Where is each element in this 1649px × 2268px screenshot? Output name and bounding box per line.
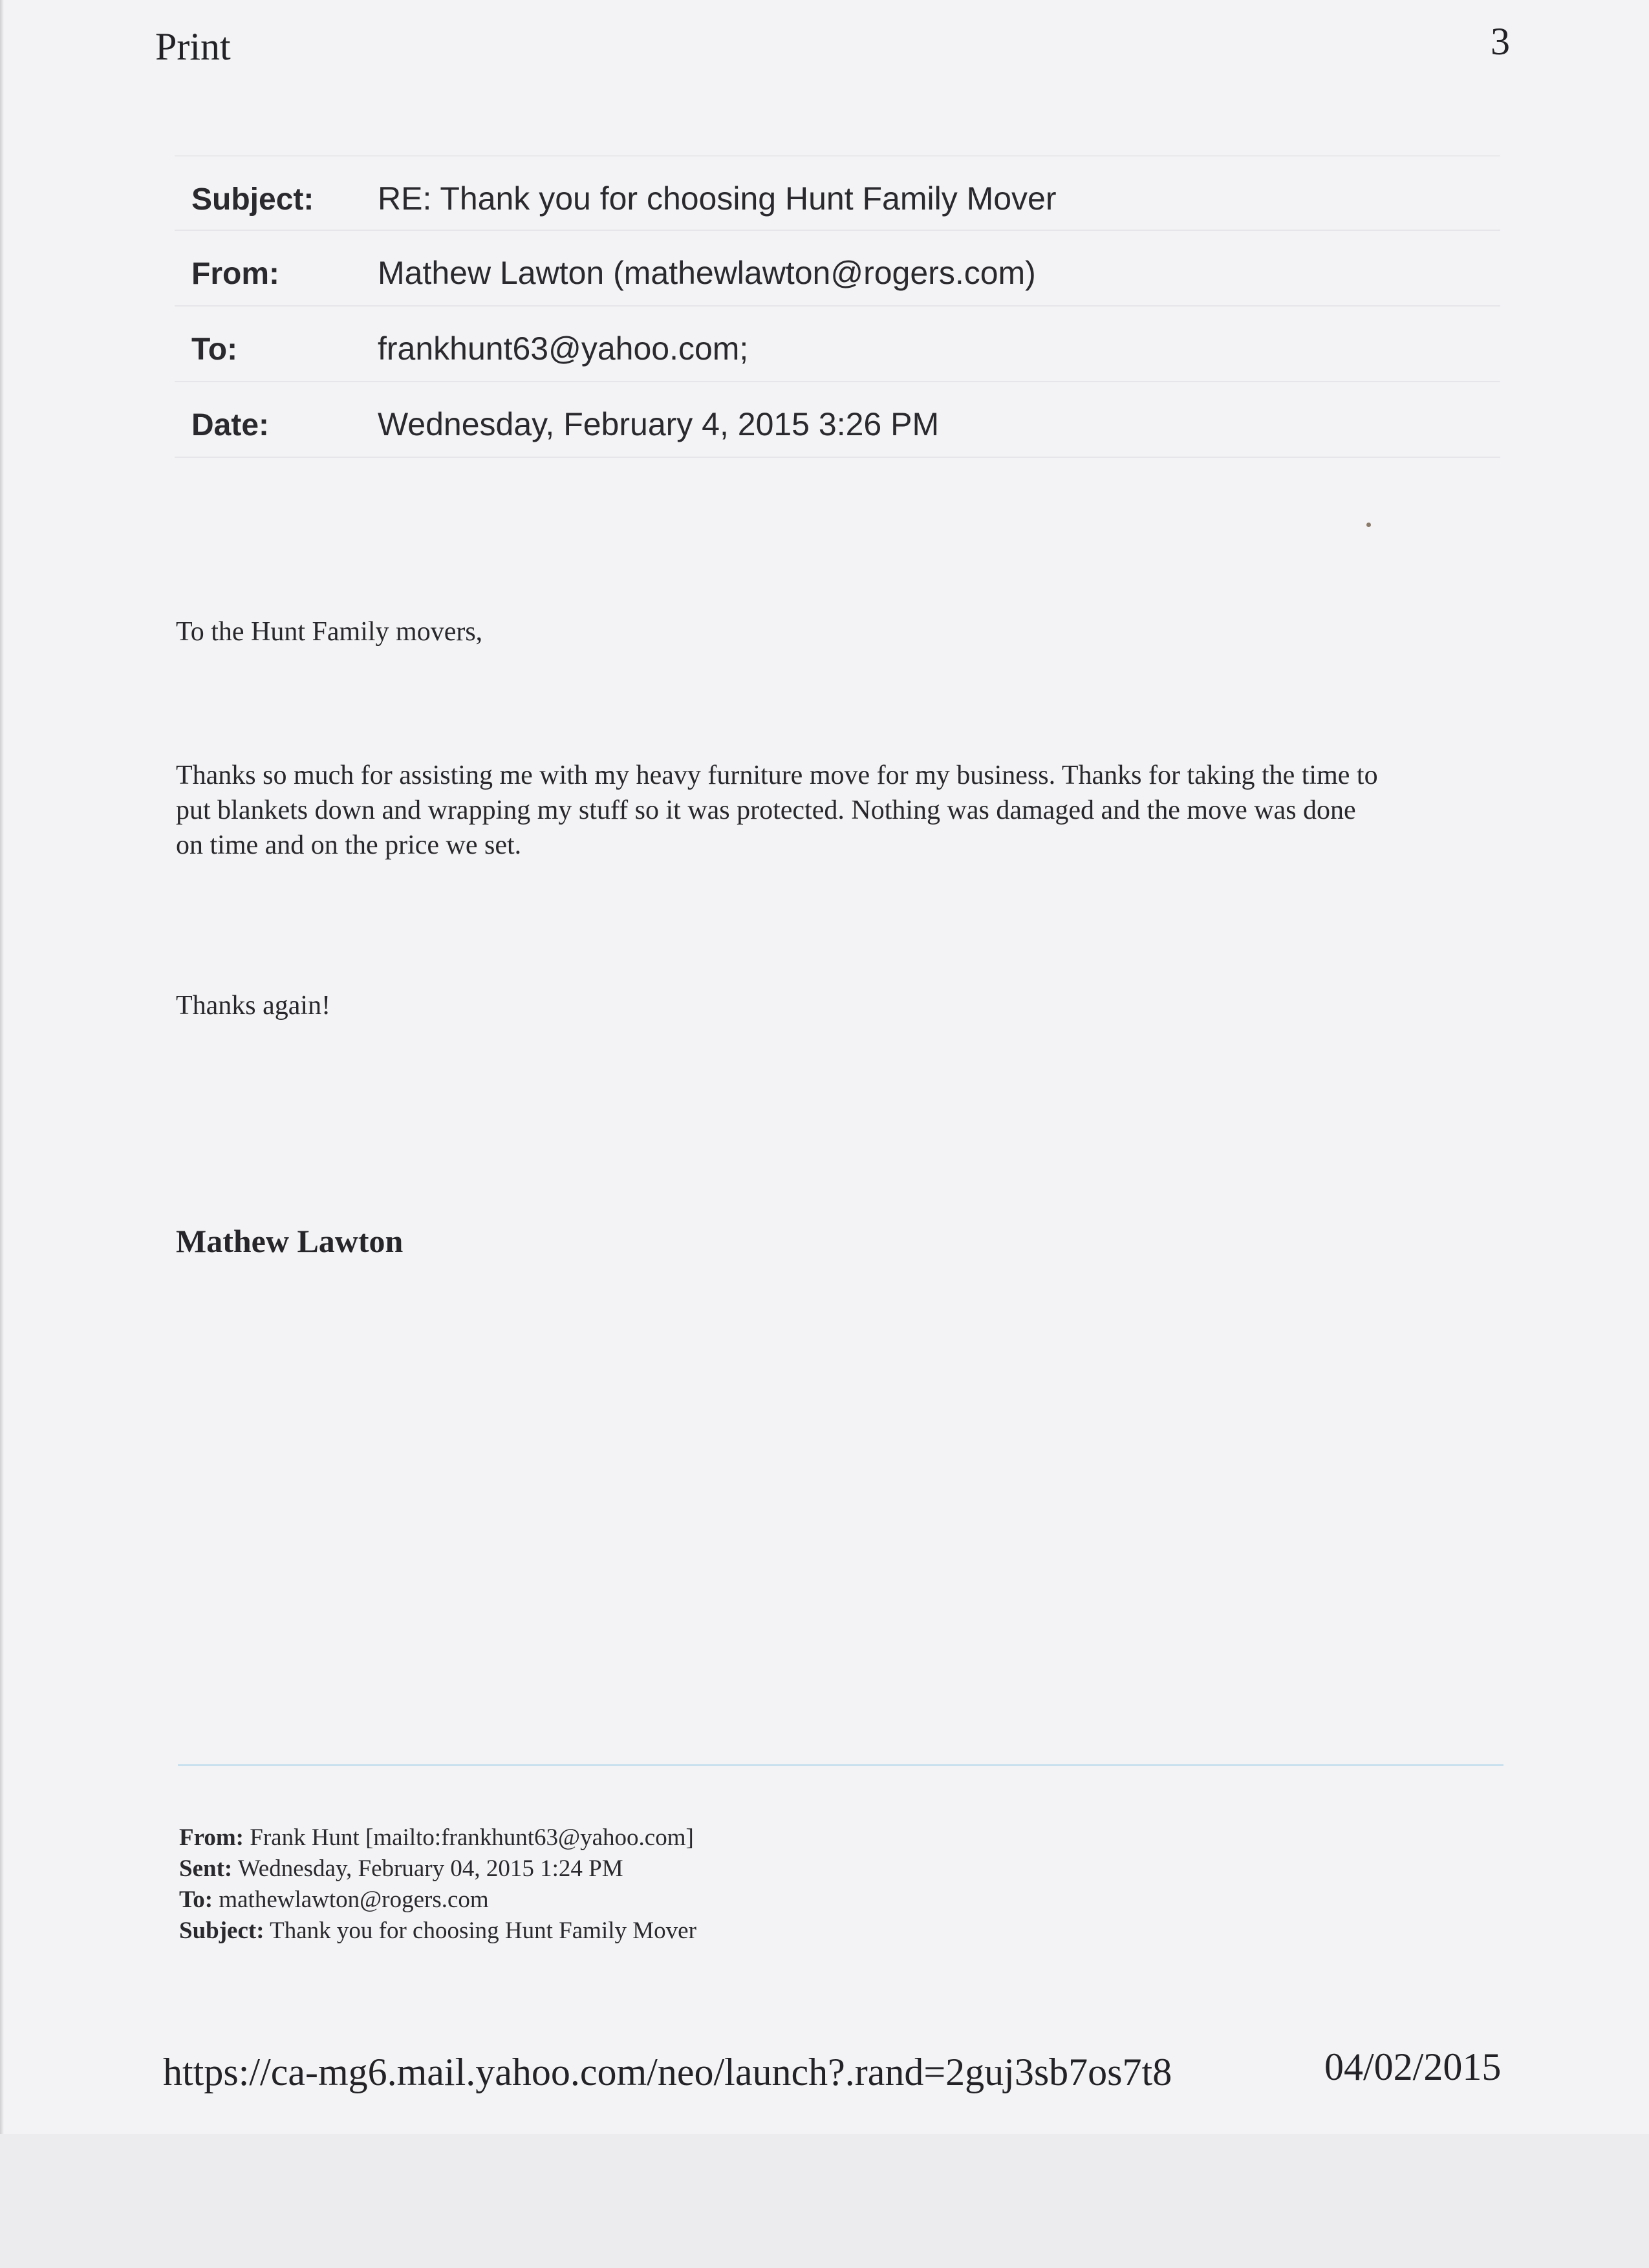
subject-label: Subject: bbox=[191, 182, 314, 217]
date-value: Wednesday, February 4, 2015 3:26 PM bbox=[378, 406, 940, 442]
quoted-from-label: From: bbox=[179, 1824, 244, 1851]
paper-speck bbox=[1366, 523, 1371, 527]
quoted-sent-line bbox=[179, 1853, 696, 1885]
message-signature: Mathew Lawton bbox=[176, 1223, 404, 1259]
footer-url: https://ca-mg6.mail.yahoo.com/neo/launch?.rand=2guj3sb7os7t8 bbox=[163, 2051, 1172, 2093]
quoted-subject-line bbox=[179, 1916, 696, 1947]
header-row-from bbox=[175, 231, 1500, 307]
footer-date: 04/02/2015 bbox=[1324, 2046, 1502, 2088]
header-row-subject bbox=[175, 155, 1500, 231]
page-edge-shadow bbox=[0, 0, 4, 2134]
message-line: on time and on the price we set. bbox=[176, 830, 522, 860]
date-label: Date: bbox=[191, 408, 270, 442]
quoted-to-value: mathewlawton@rogers.com bbox=[219, 1886, 489, 1913]
quoted-subject-value: Thank you for choosing Hunt Family Mover bbox=[270, 1917, 696, 1944]
quoted-message-header bbox=[179, 1822, 696, 1947]
to-value: frankhunt63@yahoo.com; bbox=[378, 330, 749, 367]
quoted-subject-label: Subject: bbox=[179, 1917, 264, 1944]
quoted-message-divider bbox=[178, 1764, 1503, 1766]
print-title: Print bbox=[155, 25, 231, 68]
subject-value: RE: Thank you for choosing Hunt Family Mover bbox=[378, 180, 1057, 217]
quoted-from-line bbox=[179, 1822, 696, 1853]
message-closing: Thanks again! bbox=[176, 991, 331, 1021]
quoted-sent-label: Sent: bbox=[179, 1855, 233, 1882]
quoted-to-line bbox=[179, 1885, 696, 1916]
email-header bbox=[175, 155, 1500, 458]
from-label: From: bbox=[191, 257, 279, 291]
message-line: put blankets down and wrapping my stuff so it was protected. Nothing was damaged and the move was done bbox=[176, 795, 1356, 825]
header-row-to bbox=[175, 307, 1500, 382]
header-row-date bbox=[175, 382, 1500, 458]
from-value: Mathew Lawton (mathewlawton@rogers.com) bbox=[378, 255, 1036, 291]
quoted-to-label: To: bbox=[179, 1886, 213, 1913]
to-label: To: bbox=[191, 332, 238, 367]
message-line: Thanks so much for assisting me with my heavy furniture move for my business. Thanks for taking the time to bbox=[176, 761, 1378, 790]
scanner-bed-area bbox=[0, 2134, 1649, 2268]
message-greeting: To the Hunt Family movers, bbox=[176, 617, 483, 647]
quoted-from-value: Frank Hunt [mailto:frankhunt63@yahoo.com] bbox=[250, 1824, 694, 1851]
page-number: 3 bbox=[1491, 20, 1510, 63]
message-paragraph bbox=[176, 758, 1508, 863]
quoted-sent-value: Wednesday, February 04, 2015 1:24 PM bbox=[237, 1855, 623, 1882]
